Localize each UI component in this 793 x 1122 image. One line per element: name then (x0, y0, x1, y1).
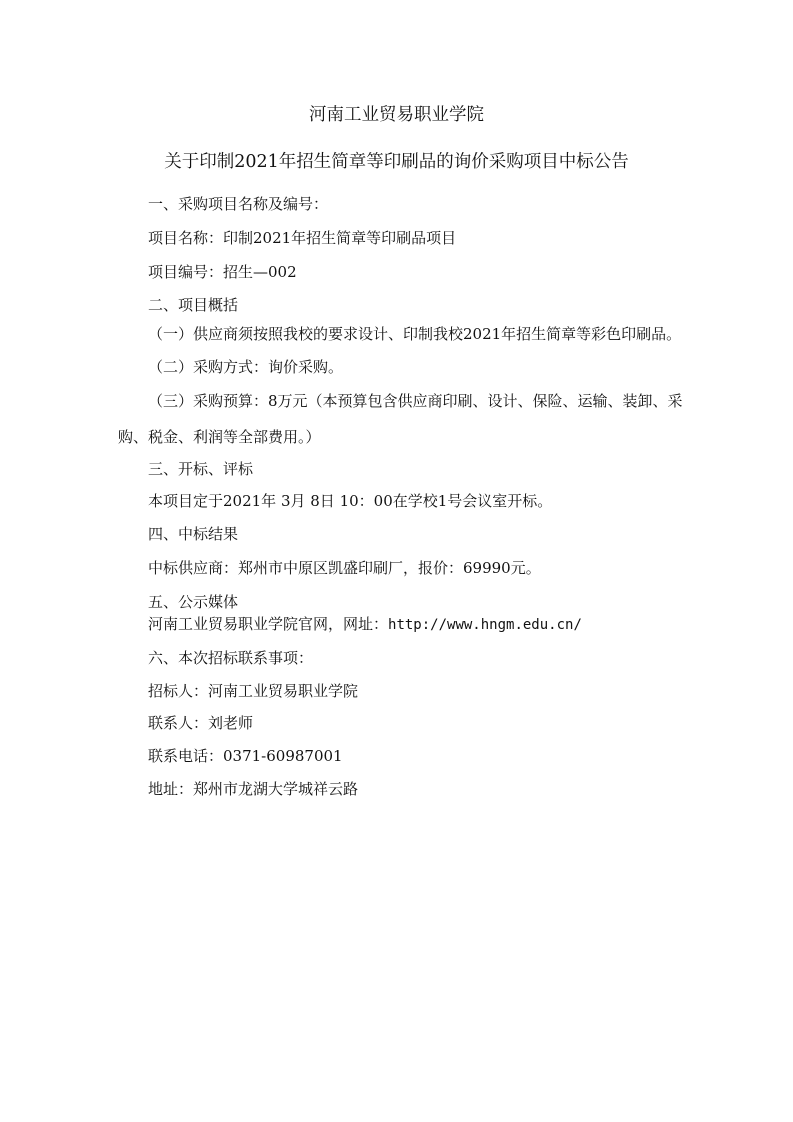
document-subtitle: 关于印制2021年招生简章等印刷品的询价采购项目中标公告 (164, 152, 629, 172)
project-item-1: （一）供应商须按照我校的要求设计、印制我校2021年招生简章等彩色印刷品。 (148, 325, 682, 343)
project-name: 项目名称：印制2021年招生简章等印刷品项目 (148, 229, 457, 247)
section4-heading: 四、中标结果 (148, 525, 239, 543)
section5-heading: 五、公示媒体 (148, 593, 239, 611)
project-number: 项目编号：招生—002 (148, 263, 297, 281)
project-item-3-line1: （三）采购预算：8万元（本预算包含供应商印刷、设计、保险、运输、装卸、采 (148, 392, 683, 410)
contact-phone: 联系电话：0371-60987001 (148, 747, 343, 765)
bid-opening-text: 本项目定于2021年 3月 8日 10：00在学校1号会议室开标。 (148, 492, 553, 510)
section1-heading: 一、采购项目名称及编号： (148, 195, 329, 213)
project-item-3-line2: 购、税金、利润等全部费用。） (118, 428, 321, 446)
section6-heading: 六、本次招标联系事项： (148, 649, 314, 667)
media-text (148, 614, 582, 635)
document-title: 河南工业贸易职业学院 (309, 105, 484, 125)
winning-result-text: 中标供应商：郑州市中原区凯盛印刷厂，报价：69990元。 (148, 559, 541, 577)
project-item-2: （二）采购方式：询价采购。 (148, 358, 344, 376)
website-url: http://www.hngm.edu.cn/ (388, 617, 582, 633)
contact-person: 联系人：刘老师 (148, 714, 254, 732)
section2-heading: 二、项目概括 (148, 296, 239, 314)
media-text-prefix: 河南工业贸易职业学院官网，网址： (148, 615, 389, 633)
address: 地址：郑州市龙湖大学城祥云路 (148, 780, 359, 798)
tenderer: 招标人：河南工业贸易职业学院 (148, 682, 359, 700)
section3-heading: 三、开标、评标 (148, 460, 254, 478)
